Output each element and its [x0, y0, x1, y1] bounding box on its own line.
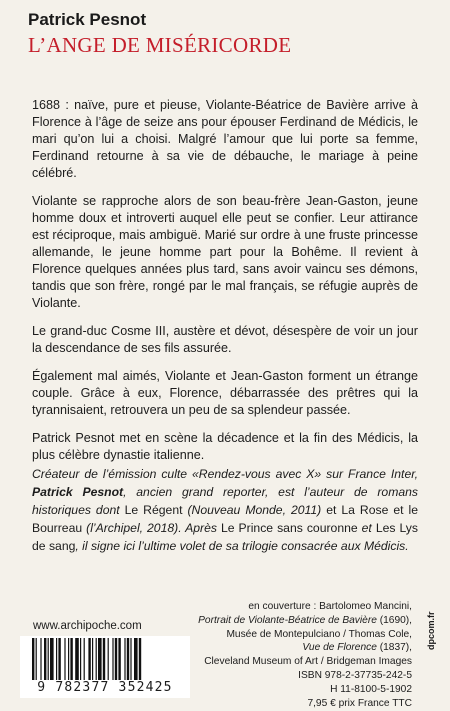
bio-book-title: Le Prince sans couronne [220, 521, 358, 535]
credit-date: (1690), [376, 614, 412, 626]
bio-book-title: La Rose et le Bourreau [32, 503, 419, 535]
book-title: L’ANGE DE MISÉRICORDE [28, 33, 292, 57]
product-code: H 11-8100-5-1902 [330, 683, 412, 695]
bio-text: (Nouveau Monde, 2011) [182, 503, 322, 517]
credit-line [152, 641, 412, 655]
isbn: ISBN 978-2-37735-242-5 [298, 669, 412, 681]
summary-paragraph: Violante se rapproche alors de son beau-frère Jean-Gaston, jeune homme doux et introverti auquel elle peut se confier. Leur attirance est réciproque, mais ambiguë. Marié sur ordre à une fruste princesse allemande, le jeune homme part pour la Bohême. Il revient à Florence quelques années plus tard, sans avoir vaincu ses démons, tandis que son frère, rongé par le mal français, se réfugie auprès de Violante. [32, 194, 418, 310]
bio-text: et [321, 503, 342, 517]
credit-line [152, 614, 412, 628]
bio-text: (l’Archipel, 2018). Après [82, 521, 221, 535]
credit-line: en couverture : Bartolomeo Mancini, [248, 601, 412, 612]
bio-text: , ancien grand reporter, est l’auteur de romans historiques dont [32, 485, 418, 517]
author-bio [32, 465, 418, 555]
bio-text: et [357, 521, 376, 535]
summary-paragraph: 1688 : naïve, pure et pieuse, Violante-Béatrice de Bavière arrive à Florence à l’âge de seize ans pour épouser Ferdinand de Médicis, le mari qu’on lui a choisi. Malgré l’amour que lui porte sa femme, Ferdinand retourne à sa vie de débauche, le mariage à peine célébré. [32, 98, 418, 180]
bio-text: Créateur de l’émission culte «Rendez-vous avec X» sur France Inter, [32, 467, 418, 481]
barcode-number: 9 782377 352425 [37, 680, 173, 695]
bio-text: , il signe ici l’ultime volet de sa trilogie consacrée aux Médicis. [75, 539, 409, 553]
credit-line: Cleveland Museum of Art / Bridgeman Images [204, 656, 412, 668]
credit-line: Musée de Montepulciano / Thomas Cole, [226, 628, 412, 640]
distributor-code: dpcom.fr [426, 611, 436, 650]
summary-paragraph: Également mal aimés, Violante et Jean-Gaston forment un étrange couple. Grâce à eux, Florence, débarrassée des prêtres qui la tyrannisaient, retrouvera un peu de sa splendeur passée. [32, 369, 418, 417]
barcode-bars [32, 638, 178, 682]
painting-title: Portrait de Violante-Béatrice de Bavière [198, 614, 377, 626]
summary-paragraph: Le grand-duc Cosme III, austère et dévot, désespère de voir un jour la descendance de ses fils assurée. [32, 324, 418, 355]
credit-date: (1837), [376, 642, 412, 654]
bio-book-title: Le Régent [124, 503, 183, 517]
author-name: Patrick Pesnot [28, 10, 147, 29]
bio-author-name: Patrick Pesnot [32, 485, 124, 499]
publisher-url[interactable]: www.archipoche.com [33, 620, 142, 632]
summary-text [32, 97, 418, 475]
barcode [20, 636, 190, 698]
bio-book-title: Les Lys de sang [32, 521, 418, 553]
painting-title: Vue de Florence [302, 642, 377, 654]
price: 7,95 € prix France TTC [307, 697, 412, 709]
summary-paragraph: Patrick Pesnot met en scène la décadence et la fin des Médicis, la plus célèbre dynastie italienne. [32, 431, 418, 462]
cover-credits [152, 600, 412, 710]
